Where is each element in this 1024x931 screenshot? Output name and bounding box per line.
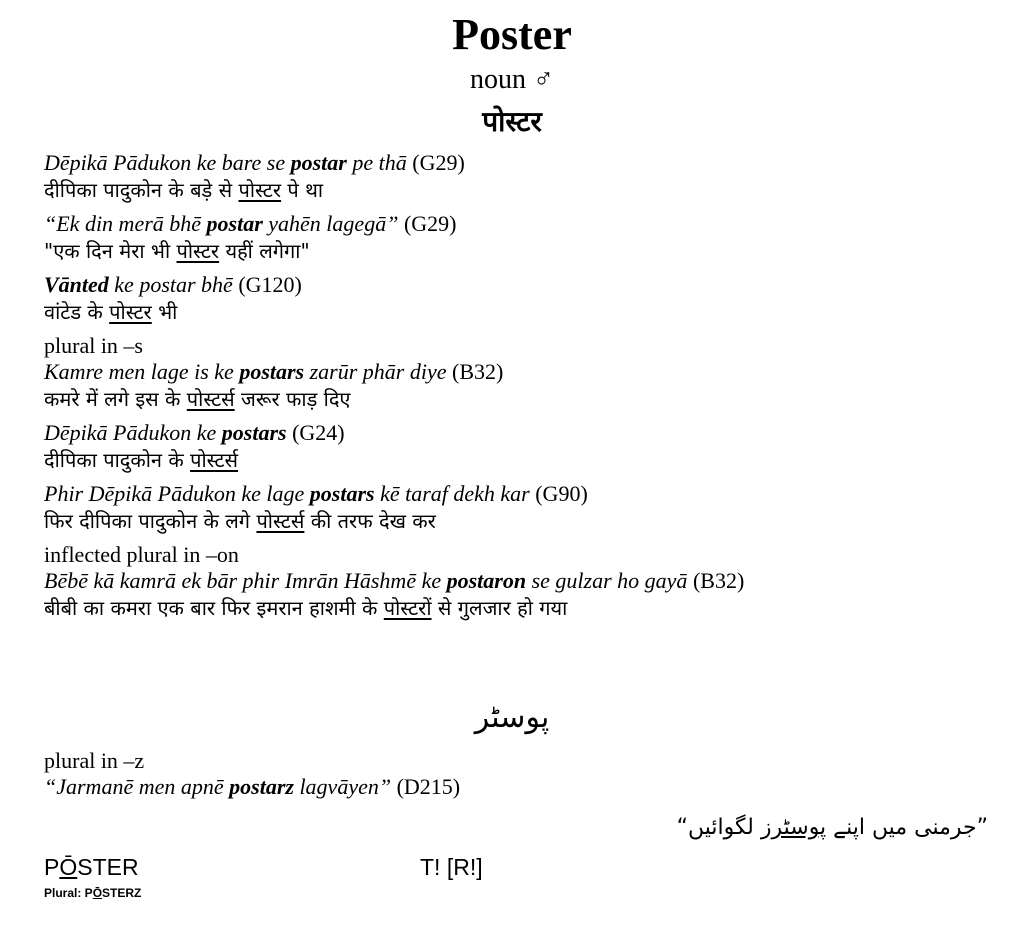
urdu-quote: ”جرمنی میں اپنے پوسٹرز لگوائیں“ xyxy=(676,815,988,840)
hindi-text: बीबी का कमरा एक बार फिर इमरान हाशमी के पोस्टरों से गुलजार हो गया xyxy=(44,596,568,620)
hindi-text: दीपिका पादुकोन के पोस्टर्स xyxy=(44,448,239,472)
romanized-text: Vānted ke postar bhē xyxy=(44,272,233,297)
example-entry xyxy=(44,359,1004,413)
romanized-text: Bēbē kā kamrā ek bār phir Imrān Hāshmē ke postaron se gulzar ho gayā xyxy=(44,568,688,593)
example-entry xyxy=(44,420,1004,474)
urdu-entries-block xyxy=(44,748,944,800)
entries-block xyxy=(44,150,1004,629)
phonetic-spelling: PŌSTER xyxy=(44,854,139,880)
source-ref: (G29) xyxy=(398,211,457,236)
hindi-headword: पोस्टर xyxy=(482,105,542,138)
inflected-plural-note: inflected plural in –on xyxy=(44,542,239,567)
source-ref: (B32) xyxy=(687,568,745,593)
plural-phonetic: Plural: PŌSTERZ xyxy=(44,886,142,900)
romanized-text: Phir Dēpikā Pādukon ke lage postars kē taraf dekh kar xyxy=(44,481,530,506)
example-entry xyxy=(44,211,1004,265)
urdu-headword: پوسٹر xyxy=(474,700,550,735)
source-ref: (G90) xyxy=(529,481,588,506)
source-ref: (G24) xyxy=(286,420,345,445)
hindi-text: कमरे में लगे इस के पोस्टर्स जरूर फाड़ दिए xyxy=(44,387,351,411)
hindi-text: दीपिका पादुकोन के बड़े से पोस्टर पे था xyxy=(44,178,324,202)
example-entry xyxy=(44,568,1004,622)
source-ref: (G29) xyxy=(406,150,465,175)
romanized-text: Kamre men lage is ke postars zarūr phār diye xyxy=(44,359,447,384)
phonetic-code: T! [R!] xyxy=(420,854,483,880)
headword: Poster xyxy=(452,10,572,59)
romanized-text: “Jarmanē men apnē postarz lagvāyen” xyxy=(44,774,392,799)
hindi-text: वांटेड के पोस्टर भी xyxy=(44,300,178,324)
example-entry xyxy=(44,272,1004,326)
example-entry xyxy=(44,481,1004,535)
hindi-text: "एक दिन मेरा भी पोस्टर यहीं लगेगा" xyxy=(44,239,310,263)
example-entry xyxy=(44,150,1004,204)
source-ref: (D215) xyxy=(391,774,461,799)
source-ref: (B32) xyxy=(446,359,504,384)
romanized-text: Dēpikā Pādukon ke bare se postar pe thā xyxy=(44,150,407,175)
romanized-text: “Ek din merā bhē postar yahēn lagegā” xyxy=(44,211,399,236)
hindi-text: फिर दीपिका पादुकोन के लगे पोस्टर्स की तरफ देख कर xyxy=(44,509,436,533)
source-ref: (G120) xyxy=(232,272,302,297)
romanized-text: Dēpikā Pādukon ke postars xyxy=(44,420,287,445)
part-of-speech: noun ♂ xyxy=(470,64,554,95)
plural-z-note: plural in –z xyxy=(44,748,145,773)
plural-note: plural in –s xyxy=(44,333,143,358)
